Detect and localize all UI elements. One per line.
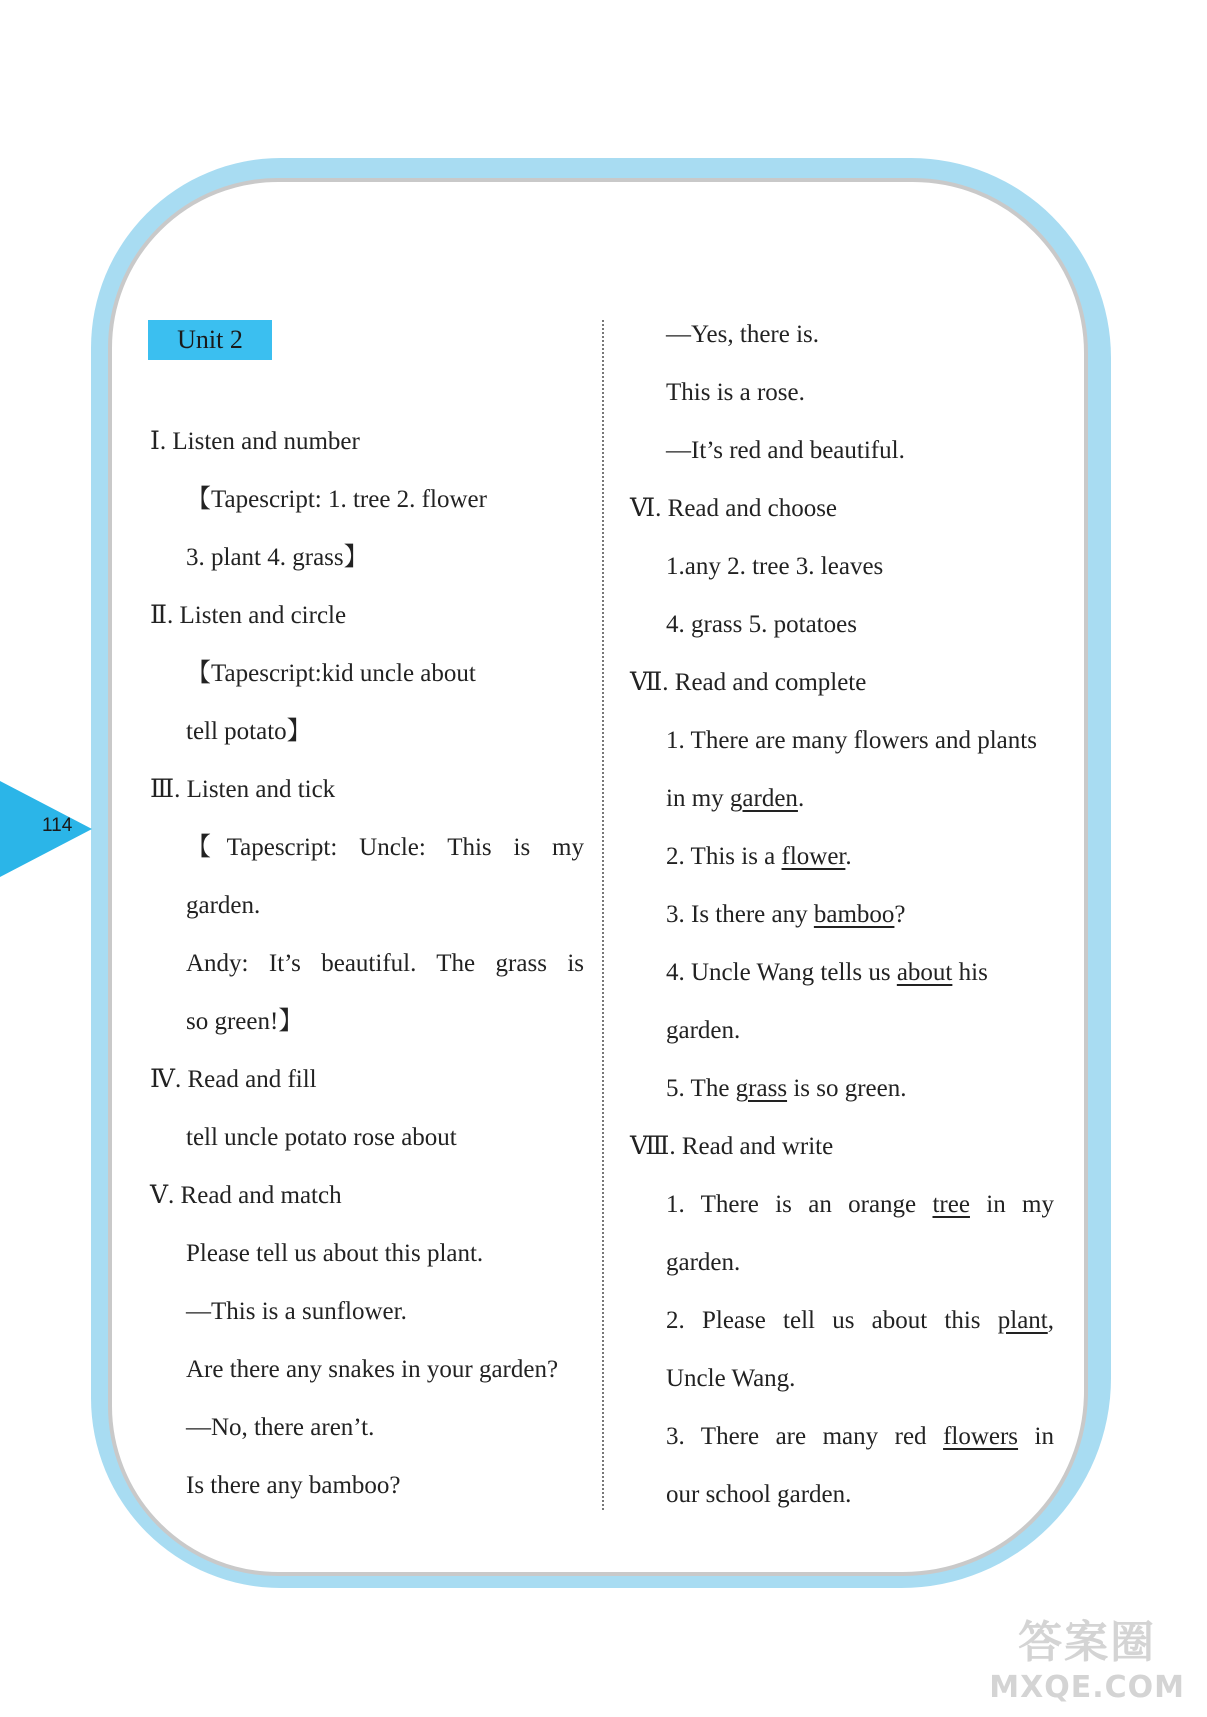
answer-line (630, 1234, 1060, 1292)
answer-line (630, 1176, 1060, 1234)
answer-line: tell potato】 (186, 718, 312, 745)
line-text: 3. There are many red (666, 1423, 944, 1450)
section-heading: Ⅲ. Listen and tick (150, 776, 336, 803)
answer-line: Andy: It’s beautiful. The grass is (186, 950, 584, 977)
page-number: 114 (42, 815, 73, 836)
line-text-tail: ? (894, 901, 906, 928)
answer-line (630, 1292, 1060, 1350)
section-heading: Ⅳ. Read and fill (150, 1066, 317, 1093)
line-text-tail: is so green. (787, 1075, 907, 1102)
line-text: 1. There is an orange (666, 1191, 933, 1218)
answer-word: plant (997, 1307, 1048, 1334)
answer-line: so green!】 (186, 1008, 304, 1035)
watermark (989, 1606, 1185, 1705)
answer-line: Are there any snakes in your garden? (186, 1356, 559, 1383)
answer-word: bamboo (813, 901, 895, 928)
line-text: —Yes, there is. (666, 321, 820, 348)
line-text: Ⅶ. Read and complete (630, 669, 867, 696)
answer-line (630, 1350, 1060, 1408)
answer-line (630, 1060, 1060, 1118)
answer-line: Please tell us about this plant. (186, 1240, 484, 1267)
line-text-tail: in (1018, 1423, 1054, 1450)
line-text-tail: his (952, 959, 988, 986)
answer-line: 【Tapescript: 1. tree 2. flower (186, 486, 487, 513)
answer-line: Is there any bamboo? (186, 1472, 401, 1499)
section-heading (630, 480, 1060, 538)
line-text: garden. (666, 1249, 741, 1276)
answer-line: 3. plant 4. grass】 (186, 544, 369, 571)
answer-line: —No, there aren’t. (186, 1414, 375, 1441)
line-text: Ⅵ. Read and choose (630, 495, 838, 522)
answer-line (630, 770, 1060, 828)
answer-line (630, 1002, 1060, 1060)
unit-title: Unit 2 (148, 320, 272, 360)
line-text-tail: . (845, 843, 852, 870)
answer-word: tree (932, 1191, 970, 1218)
line-text: garden. (666, 1017, 741, 1044)
answer-line: tell uncle potato rose about (186, 1124, 457, 1151)
line-text: —It’s red and beautiful. (666, 437, 905, 464)
line-text: Ⅷ. Read and write (630, 1133, 834, 1160)
answer-line (630, 828, 1060, 886)
line-text: This is a rose. (666, 379, 805, 406)
left-column (150, 413, 590, 1515)
answer-line (630, 944, 1060, 1002)
line-text: 1. There are many flowers and plants (666, 727, 1037, 754)
column-divider (602, 320, 604, 1510)
line-text: 2. This is a (666, 843, 782, 870)
answer-line: 【Tapescript:kid uncle about (186, 660, 476, 687)
section-heading (630, 654, 1060, 712)
answer-word: flower (781, 843, 846, 870)
answer-word: flowers (943, 1423, 1019, 1450)
line-text: 1.any 2. tree 3. leaves (666, 553, 884, 580)
answer-line: 【Tapescript: Uncle: This is my (186, 834, 584, 861)
line-text: 4. Uncle Wang tells us (666, 959, 897, 986)
answer-line: —This is a sunflower. (186, 1298, 407, 1325)
answer-line (630, 596, 1060, 654)
line-text: 3. Is there any (666, 901, 814, 928)
section-heading (630, 1118, 1060, 1176)
line-text-tail: . (797, 785, 805, 812)
line-text-tail: in my (969, 1191, 1054, 1218)
line-text: in my (666, 785, 730, 812)
answer-line (630, 538, 1060, 596)
line-text: 2. Please tell us about this (666, 1307, 998, 1334)
line-text: our school garden. (666, 1481, 852, 1508)
answer-line (630, 886, 1060, 944)
line-text: 5. The (666, 1075, 736, 1102)
answer-line (630, 712, 1060, 770)
answer-word: grass (735, 1075, 788, 1102)
answer-line (630, 306, 1060, 364)
answer-line: garden. (186, 892, 261, 919)
line-text: 4. grass 5. potatoes (666, 611, 857, 638)
answer-line (630, 364, 1060, 422)
watermark-logo: 答案圈 (1018, 1617, 1157, 1668)
line-text: Uncle Wang. (666, 1365, 796, 1392)
answer-line (630, 1408, 1060, 1466)
watermark-site: MXQE.COM (989, 1670, 1185, 1705)
right-column (630, 306, 1060, 1524)
answer-word: garden (729, 785, 798, 812)
answer-line (630, 1466, 1060, 1524)
answer-line (630, 422, 1060, 480)
section-heading: Ⅴ. Read and match (150, 1182, 342, 1209)
line-text-tail: , (1047, 1307, 1054, 1334)
answer-word: about (896, 959, 953, 986)
section-heading: Ⅰ. Listen and number (150, 428, 360, 455)
section-heading: Ⅱ. Listen and circle (150, 602, 347, 629)
